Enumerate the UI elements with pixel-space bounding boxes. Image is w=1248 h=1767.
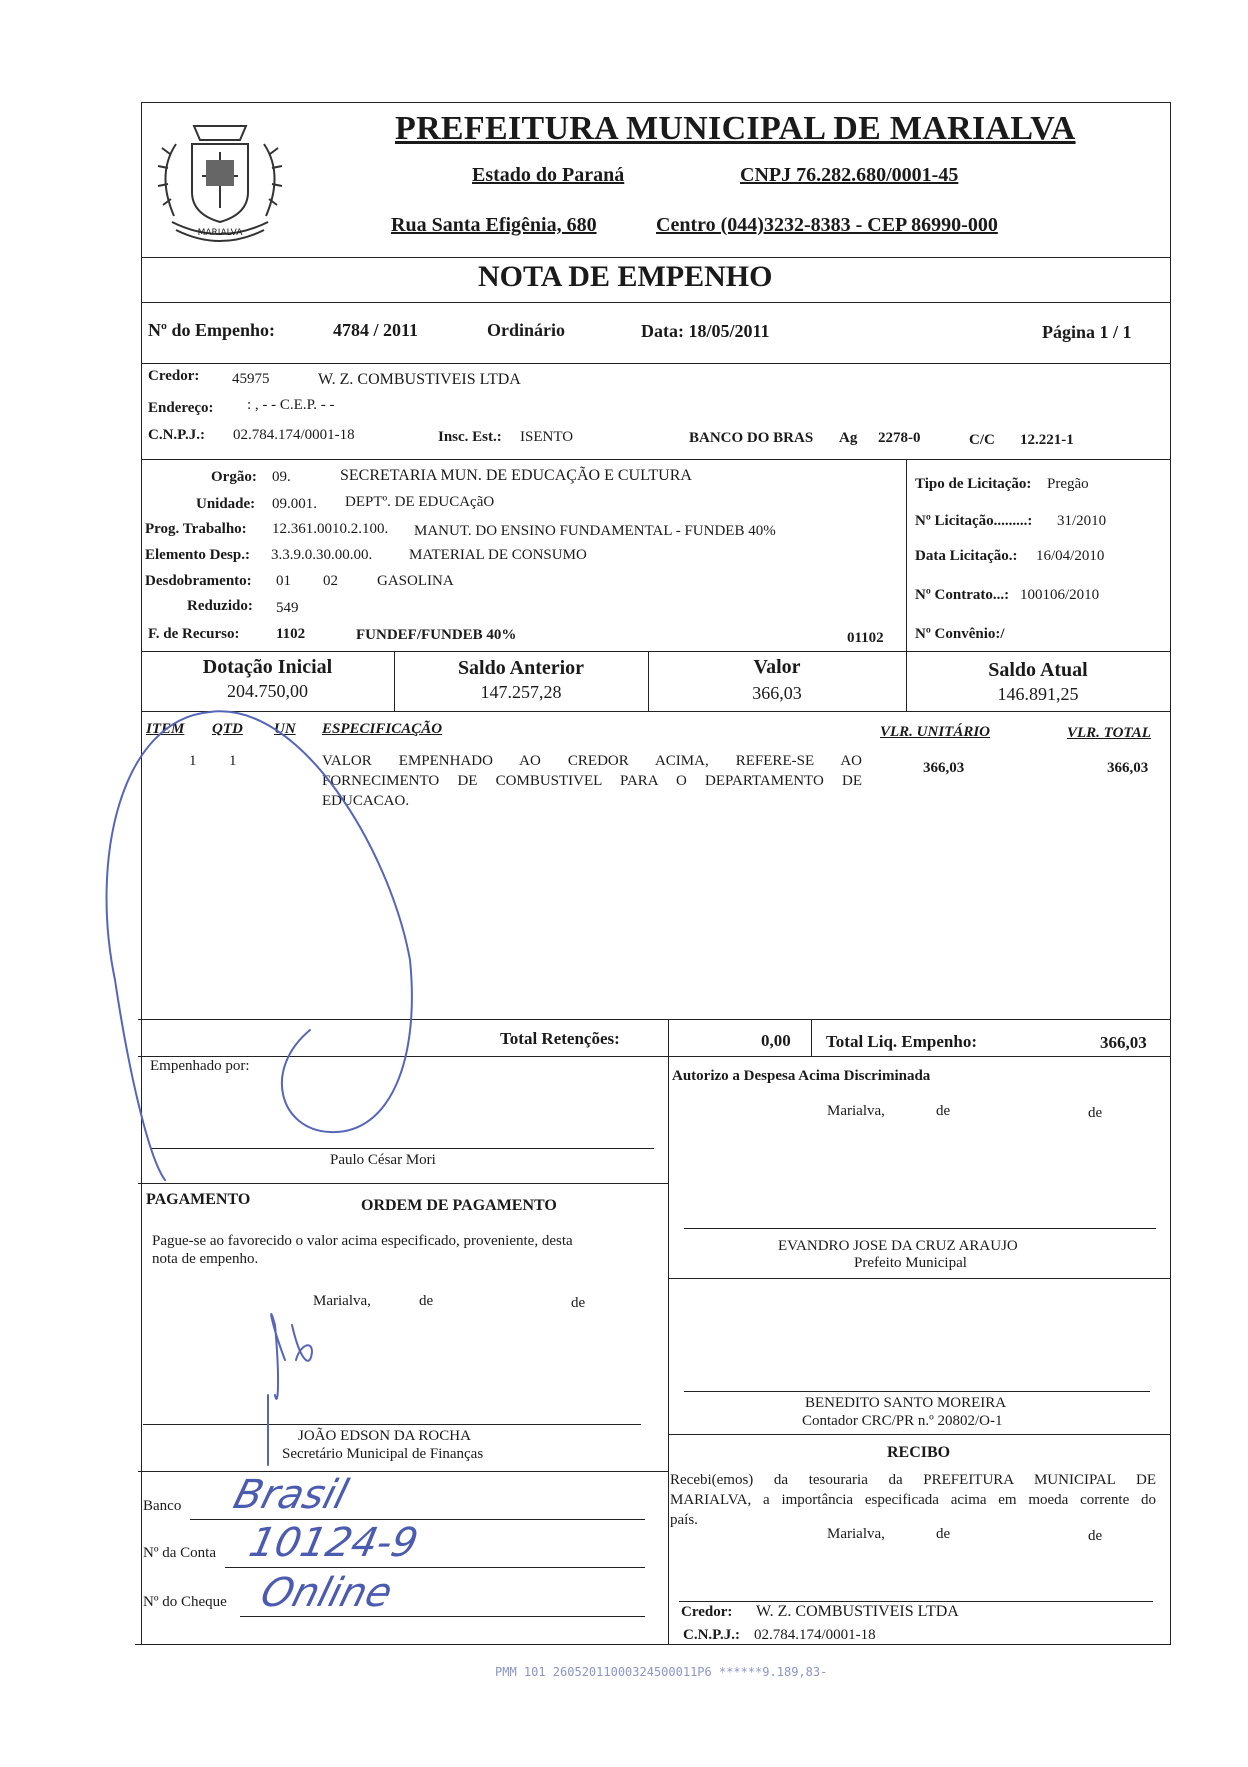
secretario-role: Secretário Municipal de Finanças [282, 1446, 484, 1462]
credor-code: 45975 [232, 371, 270, 387]
conta-label: Nº da Conta [143, 1545, 216, 1561]
unidade-name: DEPTº. DE EDUCAçãO [345, 494, 495, 510]
recibo-text-3: país. [670, 1512, 698, 1528]
stamp-line: PMM 101 26052011000324500011P6 ******9.189,83- [495, 1665, 828, 1679]
credor-cnpj: 02.784.174/0001-18 [233, 427, 355, 443]
recibo-de-1: de [936, 1526, 951, 1542]
licitacao-type-label: Tipo de Licitação: [915, 476, 1032, 492]
dotacao-value: 204.750,00 [227, 681, 308, 701]
prog-label: Prog. Trabalho: [145, 521, 247, 537]
desdobramento-name: GASOLINA [377, 573, 454, 589]
recibo-de-2: de [1088, 1528, 1103, 1544]
convenio-label: Nº Convênio:/ [915, 626, 1005, 642]
saldo-atual-label: Saldo Atual [988, 659, 1088, 681]
reduzido-label: Reduzido: [187, 598, 253, 614]
address-value: : , - - C.E.P. - - [247, 397, 335, 413]
secretario-name: JOÃO EDSON DA ROCHA [298, 1428, 471, 1444]
recurso-name: FUNDEF/FUNDEB 40% [356, 627, 517, 643]
banco-handwriting: Brasil [228, 1472, 353, 1518]
elemento-label: Elemento Desp.: [145, 547, 250, 563]
recurso-number: 01102 [847, 630, 884, 646]
retencoes-value: 0,00 [761, 1031, 791, 1050]
licitacao-number-label: Nº Licitação.........: [915, 513, 1033, 529]
page-number: Página 1 / 1 [1042, 322, 1132, 342]
licitacao-number: 31/2010 [1057, 513, 1107, 529]
credor-label: Credor: [148, 368, 200, 384]
prefeito-name: EVANDRO JOSE DA CRUZ ARAUJO [778, 1238, 1018, 1254]
state-label: Estado do Paraná [472, 164, 625, 186]
orgao-name: SECRETARIA MUN. DE EDUCAÇÃO E CULTURA [340, 467, 692, 484]
credor-cnpj-label: C.N.P.J.: [148, 427, 205, 443]
pagamento-label: PAGAMENTO [146, 1191, 251, 1208]
item-spec-line-3: EDUCACAO. [322, 793, 410, 809]
address-label: Endereço: [148, 400, 214, 416]
recibo-cnpj-label: C.N.P.J.: [683, 1627, 740, 1643]
item-spec-line-1: VALOR EMPENHADO AO CREDOR ACIMA, REFERE-SE AO [322, 753, 862, 769]
contador-name: BENEDITO SANTO MOREIRA [805, 1395, 1007, 1411]
col-total-value: VLR. TOTAL [1067, 725, 1151, 741]
empenho-number-label: Nº do Empenho: [148, 320, 275, 340]
pagamento-text-2: nota de empenho. [152, 1251, 259, 1267]
recibo-credor-label: Credor: [681, 1604, 733, 1620]
contact-label: Centro (044)3232-8383 - CEP 86990-000 [656, 214, 998, 236]
recibo-title: RECIBO [887, 1444, 951, 1461]
elemento-name: MATERIAL DE CONSUMO [409, 547, 587, 563]
recibo-text-1: Recebi(emos) da tesouraria da PREFEITURA MUNICIPAL DE [670, 1472, 1156, 1488]
ordem-pagamento-title: ORDEM DE PAGAMENTO [361, 1197, 557, 1214]
col-item: ITEM [146, 721, 185, 737]
account-value: 12.221-1 [1020, 432, 1074, 448]
unidade-code: 09.001. [272, 496, 317, 512]
unidade-label: Unidade: [196, 496, 256, 512]
empenhado-label: Empenhado por: [150, 1058, 250, 1074]
contrato-value: 100106/2010 [1020, 587, 1100, 603]
svg-text:MARIALVA: MARIALVA [197, 228, 243, 238]
conta-handwriting: 10124-9 [245, 1520, 423, 1566]
agency-value: 2278-0 [878, 430, 921, 446]
insc-label: Insc. Est.: [438, 429, 502, 445]
recibo-credor: W. Z. COMBUSTIVEIS LTDA [756, 1603, 959, 1620]
contrato-label: Nº Contrato...: [915, 587, 1010, 603]
reduzido-value: 549 [276, 600, 299, 616]
item-spec-line-2: FORNECIMENTO DE COMBUSTIVEL PARA O DEPARTAMENTO DE [322, 773, 862, 789]
prefeito-role: Prefeito Municipal [854, 1255, 967, 1271]
bank-name: BANCO DO BRAS [689, 430, 814, 446]
col-un: UN [274, 721, 296, 737]
saldo-atual-value: 146.891,25 [997, 684, 1079, 704]
recibo-place: Marialva, [827, 1526, 885, 1542]
cnpj-label: CNPJ 76.282.680/0001-45 [740, 164, 959, 186]
desdobramento-label: Desdobramento: [145, 573, 252, 589]
item-total-value: 366,03 [1107, 760, 1149, 776]
page-title: PREFEITURA MUNICIPAL DE MARIALVA [395, 110, 1076, 147]
prog-name: MANUT. DO ENSINO FUNDAMENTAL - FUNDEB 40% [414, 523, 776, 539]
item-qty: 1 [229, 753, 237, 769]
licitacao-type: Pregão [1047, 476, 1089, 492]
pagamento-de-1: de [419, 1293, 434, 1309]
saldo-anterior-label: Saldo Anterior [457, 657, 585, 679]
empenhado-name: Paulo César Mori [330, 1152, 436, 1168]
insc-value: ISENTO [520, 429, 574, 445]
credor-name: W. Z. COMBUSTIVEIS LTDA [318, 371, 521, 388]
licitacao-date-label: Data Licitação.: [915, 548, 1018, 564]
autorizo-de-1: de [936, 1103, 951, 1119]
banco-label: Banco [143, 1498, 182, 1514]
pagamento-text-1: Pague-se ao favorecido o valor acima especificado, proveniente, desta [152, 1233, 573, 1249]
crest-logo [146, 104, 294, 254]
cheque-label: Nº do Cheque [143, 1594, 227, 1610]
elemento-code: 3.3.9.0.30.00.00. [271, 547, 373, 563]
saldo-anterior-value: 147.257,28 [480, 682, 562, 702]
autorizo-label: Autorizo a Despesa Acima Discriminada [672, 1068, 931, 1084]
autorizo-place: Marialva, [827, 1103, 885, 1119]
col-spec: ESPECIFICAÇÃO [322, 721, 443, 737]
empenho-type: Ordinário [487, 320, 566, 340]
valor-label: Valor [753, 656, 801, 678]
recibo-cnpj: 02.784.174/0001-18 [754, 1627, 876, 1643]
contador-role: Contador CRC/PR n.º 20802/O-1 [802, 1413, 1003, 1429]
col-unit-value: VLR. UNITÁRIO [880, 724, 991, 740]
recibo-text-2: MARIALVA, a importância especificada acima em moeda corrente do [670, 1492, 1156, 1508]
agency-label: Ag [839, 430, 858, 446]
valor-value: 366,03 [752, 683, 802, 703]
street-label: Rua Santa Efigênia, 680 [391, 214, 597, 236]
empenho-number: 4784 / 2011 [333, 320, 419, 340]
retencoes-label: Total Retenções: [500, 1029, 620, 1048]
account-label: C/C [969, 432, 995, 448]
desdobramento-b: 02 [323, 573, 338, 589]
orgao-code: 09. [272, 469, 291, 485]
autorizo-de-2: de [1088, 1105, 1103, 1121]
empenho-date: Data: 18/05/2011 [641, 321, 770, 341]
licitacao-date: 16/04/2010 [1036, 548, 1105, 564]
dotacao-label: Dotação Inicial [202, 656, 333, 678]
recurso-label: F. de Recurso: [148, 626, 240, 642]
document-title: NOTA DE EMPENHO [478, 260, 773, 293]
orgao-label: Orgão: [211, 469, 257, 485]
pagamento-de-2: de [571, 1295, 586, 1311]
cheque-handwriting: Online [255, 1570, 398, 1616]
prog-code: 12.361.0010.2.100. [272, 521, 389, 537]
liq-empenho-value: 366,03 [1100, 1033, 1147, 1052]
item-number: 1 [189, 753, 197, 769]
item-unit-value: 366,03 [923, 760, 965, 776]
pagamento-place: Marialva, [313, 1293, 371, 1309]
col-qtd: QTD [212, 721, 243, 737]
liq-empenho-label: Total Liq. Empenho: [826, 1032, 977, 1051]
desdobramento-a: 01 [276, 573, 291, 589]
recurso-code: 1102 [276, 626, 306, 642]
